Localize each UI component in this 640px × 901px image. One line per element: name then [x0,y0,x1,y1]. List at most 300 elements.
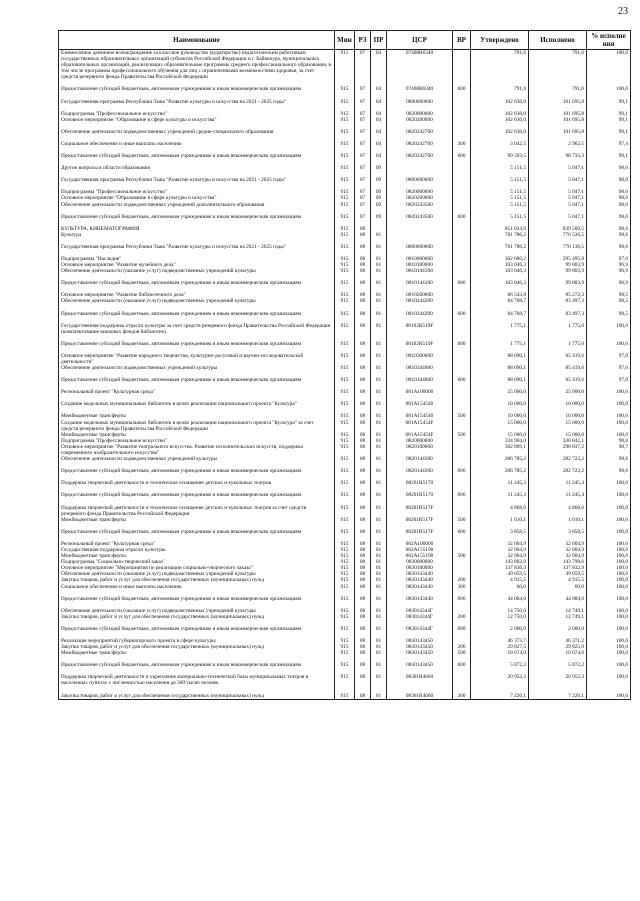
cell-csr: 081A154540 [387,401,453,407]
cell-min: 915 [335,365,355,371]
cell-vr: 600 [453,214,471,220]
cell-vr [453,323,471,335]
cell-executed: 11 245,4 [529,492,587,498]
cell-pr: 01 [371,377,387,383]
cell-min: 915 [335,571,355,577]
cell-executed: 83 497,3 [529,311,587,317]
cell-approved: 286 785,2 [471,468,529,474]
cell-approved: 29 827,5 [471,644,529,650]
cell-csr: 0830100000 [387,565,453,571]
cell-csr: 0810144100 [387,268,453,274]
cell-pct: 98,6 [587,456,631,462]
cell-pct: 97,6 [587,256,631,262]
cell-name: Государственная поддержка отрасли культуры за счет средств резервного фонда Правительства Российской Федерации (комплектование книжных фондов библиотек) [59,323,335,335]
header-vr: ВР [453,31,471,50]
cell-approved: 46 373,7 [471,638,529,644]
cell-approved: 4 915,5 [471,577,529,583]
cell-min: 915 [335,432,355,438]
cell-rz: 08 [355,674,371,686]
cell-executed: 10 000,0 [529,401,587,407]
cell-rz: 08 [355,401,371,407]
cell-min: 915 [335,214,355,220]
cell-executed: 839 500,5 [529,226,587,232]
cell-pct: 98,6 [587,226,631,232]
cell-name: Обеспечение деятельности (оказание услуг) подведомственных учреждений культуры [59,608,335,614]
cell-executed: 143 798,6 [529,559,587,565]
cell-pr: 01 [371,244,387,250]
cell-min: 915 [335,608,355,614]
cell-approved: 1 775,1 [471,323,529,335]
cell-pct: 99,1 [587,111,631,117]
cell-approved: 5 151,5 [471,165,529,171]
cell-approved: 102 636,0 [471,111,529,117]
cell-name: Закупка товаров, работ и услуг для обеспечения государственных (муниципальных) нужд [59,693,335,700]
cell-pct: 98,0 [587,202,631,208]
cell-min: 915 [335,298,355,304]
cell-rz: 07 [355,129,371,135]
cell-csr: 0800000000 [387,244,453,250]
cell-approved: 286 785,2 [471,456,529,462]
cell-rz: 08 [355,644,371,650]
cell-executed: 770 536,5 [529,232,587,238]
cell-approved: 5 151,5 [471,214,529,220]
cell-pct: 100,0 [587,432,631,438]
cell-pr: 01 [371,674,387,686]
cell-name: Государственная программа Республики Тыва "Развитие культуры и искусства на 2021 - 2025 годы" [59,177,335,183]
cell-vr: 500 [453,650,471,656]
cell-csr: 08301R4660 [387,693,453,700]
cell-pct: 100,0 [587,529,631,535]
cell-name: Обеспечение деятельности подведомственных учреждений культуры [59,365,335,371]
cell-pct: 100,0 [587,86,631,92]
cell-approved: 88 090,1 [471,365,529,371]
cell-rz: 08 [355,341,371,347]
cell-csr: 081A154540 [387,413,453,419]
cell-min: 915 [335,129,355,135]
header-percent: % исполне ния [587,31,631,50]
cell-csr: 08102R519F [387,341,453,347]
cell-approved: 10 000,0 [471,413,529,419]
cell-approved: 302 680,2 [471,256,529,262]
cell-executed: 2 962,5 [529,141,587,147]
cell-vr [453,353,471,365]
header-pr: ПР [371,31,387,50]
cell-rz: 08 [355,614,371,620]
cell-name: Предоставление субсидий бюджетным, автономным учреждениям и иным некоммерческим организациям [59,596,335,602]
cell-rz: 08 [355,547,371,553]
cell-rz: 07 [355,195,371,201]
cell-name: Социальное обеспечение и иные выплаты населению [59,141,335,147]
cell-name: Региональный проект "Культурная среда" [59,541,335,547]
cell-rz: 08 [355,298,371,304]
cell-pct: 98,5 [587,311,631,317]
cell-executed: 10 000,0 [529,413,587,419]
cell-executed: 101 695,8 [529,129,587,135]
cell-pr: 01 [371,529,387,535]
cell-vr: 500 [453,432,471,438]
cell-pr: 01 [371,256,387,262]
cell-name: Подпрограмма "Профессиональное искусство" [59,438,335,444]
cell-rz: 08 [355,517,371,523]
cell-min: 915 [335,311,355,317]
cell-min: 915 [335,141,355,147]
cell-pr: 01 [371,432,387,438]
cell-min: 915 [335,50,355,81]
cell-executed: 1 775,0 [529,341,587,347]
cell-min: 915 [335,662,355,668]
cell-csr: 0810300000 [387,353,453,365]
cell-rz: 08 [355,456,371,462]
cell-name: Предоставление субсидий бюджетным, автономным учреждениям и иным некоммерческим организациям [59,377,335,383]
cell-pr: 01 [371,541,387,547]
cell-approved: 781 786,2 [471,232,529,238]
cell-pct: 96,9 [587,280,631,286]
cell-min: 915 [335,262,355,268]
cell-pr: 01 [371,644,387,650]
cell-rz: 07 [355,86,371,92]
cell-vr [453,674,471,686]
cell-approved: 5 151,5 [471,177,529,183]
cell-csr: 0800000000 [387,177,453,183]
cell-executed: 2 000,0 [529,626,587,632]
cell-approved: 15 000,0 [471,420,529,432]
cell-rz: 08 [355,529,371,535]
cell-min: 915 [335,505,355,517]
cell-approved: 5 151,5 [471,202,529,208]
cell-csr: 0810344000 [387,377,453,383]
cell-vr: 600 [453,280,471,286]
cell-csr: 0830143440 [387,577,453,583]
cell-name: Подпрограмма "Профессиональное искусство" [59,189,335,195]
cell-csr: 0800000000 [387,99,453,105]
cell-pr: 01 [371,480,387,486]
header-min: Мин [335,31,355,50]
cell-pct: 100,0 [587,547,631,553]
cell-rz: 08 [355,420,371,432]
cell-pct: 98,0 [587,165,631,171]
cell-csr: 07408R6340 [387,50,453,81]
cell-executed: 330 842,1 [529,438,587,444]
cell-approved: 88 090,1 [471,377,529,383]
cell-name: Государственная программа Республики Тыва "Развитие культуры и искусства на 2021 - 2025 годы" [59,244,335,250]
cell-pct: 97,0 [587,365,631,371]
cell-approved: 10 000,0 [471,401,529,407]
cell-csr: 0820242700 [387,141,453,147]
cell-pct: 98,0 [587,177,631,183]
cell-name: Основное мероприятие "Развитие народного творчества, культурно-досуговой и научно-исследовательской деятельности" [59,353,335,365]
cell-pr: 01 [371,456,387,462]
cell-csr: 0810344000 [387,365,453,371]
cell-pr: 01 [371,413,387,419]
cell-rz: 08 [355,444,371,456]
cell-csr: 0830143440 [387,596,453,602]
cell-min: 915 [335,341,355,347]
cell-executed: 1 010,1 [529,517,587,523]
cell-executed: 4 915,5 [529,577,587,583]
cell-rz: 08 [355,413,371,419]
cell-name: Обеспечение деятельности (оказание услуг) подведомственных учреждений культуры [59,268,335,274]
cell-name: Государственная программа Республики Тыва "Развитие культуры и искусства на 2021 - 2025 годы" [59,99,335,105]
cell-min: 915 [335,553,355,559]
cell-pr: 04 [371,153,387,159]
cell-executed: 137 832,9 [529,565,587,571]
cell-pct: 100,0 [587,541,631,547]
cell-rz: 08 [355,262,371,268]
cell-approved: 302 899,1 [471,444,529,456]
cell-executed: 282 723,2 [529,456,587,462]
table-header-row [59,31,631,50]
cell-approved: 7 226,1 [471,693,529,700]
cell-min: 915 [335,195,355,201]
cell-rz: 08 [355,662,371,668]
cell-pct: 98,7 [587,444,631,456]
cell-rz: 07 [355,189,371,195]
cell-executed: 3 858,5 [529,529,587,535]
cell-rz: 08 [355,693,371,700]
cell-pr: 04 [371,117,387,123]
cell-rz: 08 [355,584,371,590]
cell-name: Поддержка творческой деятельности и укрепление материально-технической базы муниципальных театров в населенных пунктах с численностью населения до 300 тысяч человек [59,674,335,686]
cell-name: Подпрограмма "Наследие" [59,256,335,262]
cell-pct: 99,1 [587,99,631,105]
cell-pct: 100,0 [587,492,631,498]
cell-approved: 791,6 [471,50,529,81]
cell-pct: 100,0 [587,693,631,700]
cell-min: 915 [335,468,355,474]
cell-vr: 500 [453,413,471,419]
cell-pr: 01 [371,547,387,553]
cell-executed: 12 749,1 [529,614,587,620]
cell-pr: 01 [371,444,387,456]
cell-approved: 15 000,0 [471,432,529,438]
cell-pr: 01 [371,323,387,335]
cell-csr: 08201R517F [387,529,453,535]
cell-pct: 98,5 [587,292,631,298]
cell-approved: 5 151,5 [471,195,529,201]
cell-rz: 07 [355,99,371,105]
cell-rz: 08 [355,505,371,517]
cell-min: 915 [335,492,355,498]
budget-table [58,30,631,700]
cell-csr: 0820144300 [387,468,453,474]
cell-name: Обеспечение деятельности подведомственных учреждений культуры [59,456,335,462]
cell-pct: 100,0 [587,401,631,407]
cell-approved: 103 046,3 [471,280,529,286]
cell-rz: 08 [355,571,371,577]
cell-pct: 99,1 [587,117,631,123]
cell-csr: 082A100000 [387,541,453,547]
cell-pct: 96,9 [587,268,631,274]
cell-executed: 85 419,6 [529,353,587,365]
cell-pct: 100,0 [587,565,631,571]
cell-pr: 01 [371,571,387,577]
cell-pr: 01 [371,298,387,304]
cell-approved: 32 004,9 [471,547,529,553]
cell-csr: 08201R517F [387,517,453,523]
cell-name: Обеспечение деятельности (оказание услуг) подведомственных учреждений культуры [59,298,335,304]
cell-name: Культура [59,232,335,238]
cell-pr: 01 [371,553,387,559]
cell-pct: 98,0 [587,195,631,201]
cell-pr: 01 [371,662,387,668]
cell-executed: 791,6 [529,86,587,92]
cell-pr: 01 [371,292,387,298]
cell-csr: 0830143450 [387,650,453,656]
cell-vr: 500 [453,517,471,523]
cell-min: 915 [335,438,355,444]
header-csr: ЦСР [387,31,453,50]
header-name: Наименование [59,31,335,50]
table-row [59,444,631,456]
table-body [59,50,631,700]
cell-approved: 84 768,7 [471,298,529,304]
cell-executed: 99 803,9 [529,280,587,286]
cell-executed: 60,0 [529,584,587,590]
cell-executed: 15 000,0 [529,420,587,432]
cell-name: Подпрограмма "Социально-творческий заказ" [59,559,335,565]
cell-pr: 04 [371,86,387,92]
cell-executed: 791,6 [529,50,587,81]
cell-approved: 102 636,0 [471,99,529,105]
cell-name: Государственная поддержка отрасли культуры [59,547,335,553]
cell-min: 915 [335,292,355,298]
cell-rz: 08 [355,280,371,286]
cell-min: 915 [335,226,355,232]
cell-rz: 07 [355,214,371,220]
cell-vr: 300 [453,584,471,590]
cell-csr: 0810244200 [387,298,453,304]
cell-min: 915 [335,541,355,547]
cell-csr: 0820200000 [387,117,453,123]
cell-rz: 07 [355,111,371,117]
cell-pr: 04 [371,141,387,147]
header-executed: Исполнено [529,31,587,50]
cell-min: 915 [335,353,355,365]
table-row [59,323,631,335]
cell-approved: 137 836,3 [471,565,529,571]
cell-executed: 15 000,0 [529,432,587,438]
cell-csr: 0820000000 [387,438,453,444]
cell-csr: 0820200000 [387,195,453,201]
cell-min: 915 [335,165,355,171]
cell-approved: 10 674,0 [471,650,529,656]
cell-approved: 84 768,7 [471,311,529,317]
cell-approved: 851 824,9 [471,226,529,232]
cell-csr: 0820100000 [387,444,453,456]
cell-min: 915 [335,565,355,571]
cell-executed: 5 047,1 [529,195,587,201]
cell-approved: 32 004,9 [471,541,529,547]
cell-rz: 08 [355,541,371,547]
cell-approved: 103 046,3 [471,268,529,274]
cell-executed: 32 004,9 [529,553,587,559]
cell-pct: 100,0 [587,517,631,523]
cell-name: Предоставление субсидий бюджетным, автономным учреждениям и иным некоммерческим организациям [59,153,335,159]
cell-name: Межбюджетные трансферты [59,650,335,656]
cell-name: Предоставление субсидий бюджетным, автономным учреждениям и иным некоммерческим организациям [59,341,335,347]
cell-approved: 791,6 [471,86,529,92]
cell-executed: 770 136,5 [529,244,587,250]
cell-pr: 09 [371,165,387,171]
cell-rz: 08 [355,323,371,335]
cell-pr: 01 [371,401,387,407]
cell-name: Предоставление субсидий бюджетным, автономным учреждениям и иным некоммерческим организациям [59,529,335,535]
cell-pr: 09 [371,177,387,183]
cell-name: Межбюджетные трансферты [59,432,335,438]
cell-approved: 102 636,0 [471,117,529,123]
table-row [59,505,631,517]
cell-executed: 85 419,6 [529,377,587,383]
cell-vr: 600 [453,529,471,535]
cell-approved: 20 952,3 [471,674,529,686]
cell-rz: 08 [355,559,371,565]
cell-min: 915 [335,638,355,644]
cell-csr: 08201R5170 [387,480,453,486]
cell-rz: 08 [355,226,371,232]
cell-approved: 60,0 [471,584,529,590]
cell-pr: 01 [371,559,387,565]
cell-pct: 98,6 [587,468,631,474]
cell-executed: 5 872,2 [529,662,587,668]
cell-min: 915 [335,693,355,700]
cell-executed: 295 495,8 [529,256,587,262]
cell-rz: 08 [355,596,371,602]
cell-pct: 100,0 [587,650,631,656]
cell-executed: 20 952,3 [529,674,587,686]
cell-executed: 32 004,9 [529,541,587,547]
cell-name: Создание модельных муниципальных библиотек в целях реализации национального проекта "Культура" [59,401,335,407]
cell-min: 915 [335,596,355,602]
cell-min: 915 [335,577,355,583]
cell-pct: 98,0 [587,189,631,195]
cell-executed: 11 245,4 [529,480,587,486]
cell-min: 915 [335,547,355,553]
cell-csr: 0810000000 [387,256,453,262]
cell-name: Основное мероприятие "Мероприятия по реализации социально-творческого заказа" [59,565,335,571]
cell-pr: 01 [371,626,387,632]
cell-approved: 4 868,6 [471,505,529,517]
cell-min: 915 [335,413,355,419]
cell-approved: 25 000,0 [471,389,529,395]
cell-pr: 01 [371,341,387,347]
cell-rz: 08 [355,626,371,632]
cell-approved: 3 858,5 [471,529,529,535]
cell-rz: 08 [355,353,371,365]
cell-name: Подпрограмма "Профессиональное искусство" [59,111,335,117]
cell-vr: 600 [453,341,471,347]
cell-name: Закупка товаров, работ и услуг для обеспечения государственных (муниципальных) нужд [59,577,335,583]
cell-pct: 100,0 [587,571,631,577]
cell-pct: 100,0 [587,323,631,335]
cell-name: Межбюджетные трансферты [59,413,335,419]
cell-rz: 07 [355,50,371,81]
cell-min: 915 [335,456,355,462]
table-row [59,50,631,81]
cell-approved: 11 245,3 [471,480,529,486]
cell-pct: 98,5 [587,298,631,304]
cell-pct: 100,0 [587,608,631,614]
cell-pct: 100,0 [587,596,631,602]
cell-name: КУЛЬТУРА, КИНЕМАТОГРАФИЯ [59,226,335,232]
cell-pr: 01 [371,565,387,571]
cell-executed: 282 723,2 [529,468,587,474]
cell-pr: 09 [371,214,387,220]
cell-min: 915 [335,244,355,250]
cell-rz: 07 [355,202,371,208]
cell-name: Региональный проект "Культурная среда" [59,389,335,395]
cell-name: Предоставление субсидий бюджетным, автономным учреждениям и иным некоммерческим организациям [59,492,335,498]
cell-csr: 0830143450 [387,638,453,644]
